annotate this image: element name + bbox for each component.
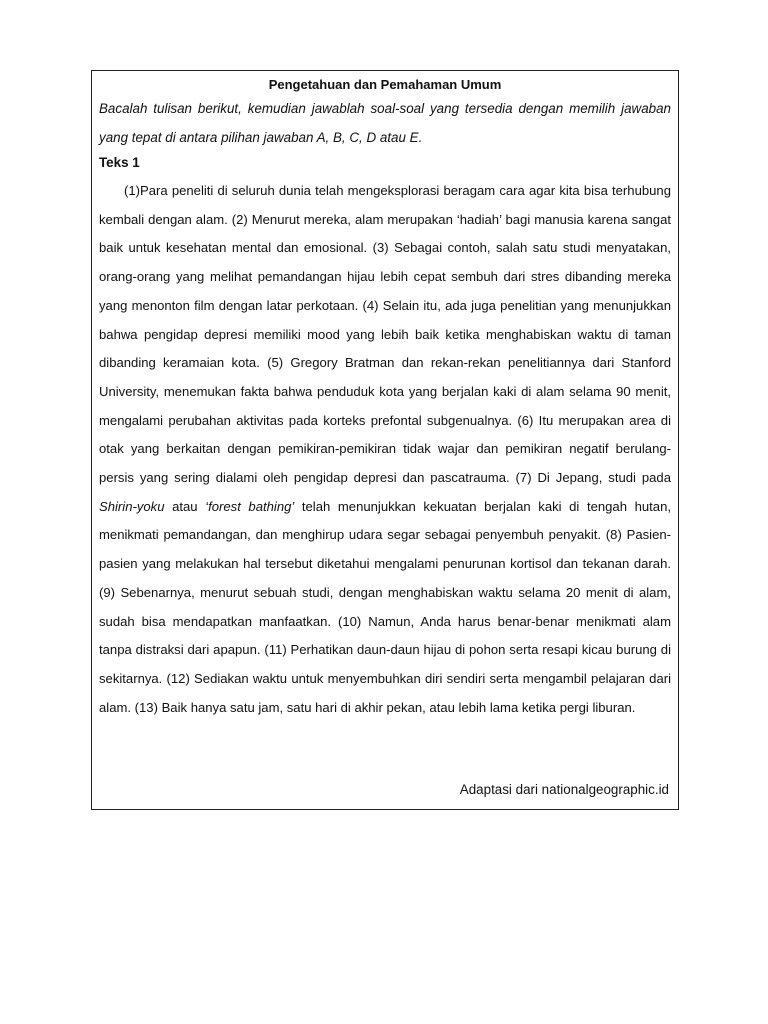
document-box — [91, 70, 679, 810]
document-title: Pengetahuan dan Pemahaman Umum — [268, 77, 502, 92]
passage-part-1: (1)Para peneliti di seluruh dunia telah mengeksplorasi beragam cara agar kita bisa terhubung kembali dengan alam. (2) Menurut mereka, alam merupakan ‘hadiah’ bagi manusia karena sangat baik untuk kesehatan mental dan emosional. (3) Sebagai contoh, salah satu studi menyatakan, orang-orang yang melihat pemandangan hijau lebih cepat sembuh dari stres dibanding mereka yang menonton film dengan latar perkotaan. (4) Selain itu, ada juga penelitian yang menunjukkan bahwa pengidap depresi memiliki mood yang lebih baik ketika menghabiskan waktu di taman dibanding keramaian kota. (5) Gregory Bratman dan rekan-rekan penelitiannya dari Stanford University, menemukan fakta bahwa penduduk kota yang berjalan kaki di alam selama 90 menit, mengalami perubahan aktivitas pada korteks prefontal subgenualnya. (6) Itu merupakan area di otak yang berkaitan dengan pemikiran-pemikiran tidak wajar dan pemikiran negatif berulang-persis yang sering dialami oleh pengidap depresi dan pascatrauma. (7) Di Jepang, studi pada — [99, 183, 671, 486]
passage-text — [99, 177, 671, 722]
passage-part-2: telah menunjukkan kekuatan berjalan kaki di tengah hutan, menikmati pemandangan, dan menghirup udara segar sebagai penyembuh penyakit. (8) Pasien-pasien yang melakukan hal tersebut diketahui mengalami penurunan kortisol dan tekanan darah. (9) Sebenarnya, menurut sebuah studi, dengan menghabiskan waktu selama 20 menit di alam, sudah bisa mendapatkan manfaatkan. (10) Namun, Anda harus benar-benar menikmati alam tanpa distraksi dari apapun. (11) Perhatikan daun-daun hijau di pohon serta resapi kicau burung di sekitarnya. (12) Sediakan waktu untuk menyembuhkan diri sendiri serta mengambil pelajaran dari alam. (13) Baik hanya satu jam, satu hari di akhir pekan, atau lebih lama ketika pergi liburan. — [99, 498, 671, 715]
instruction-text: Bacalah tulisan berikut, kemudian jawablah soal-soal yang tersedia dengan memilih jawaban yang tepat di antara pilihan jawaban A, B, C, D atau E. — [99, 101, 671, 145]
passage-connector: atau — [164, 498, 206, 514]
section-label: Teks 1 — [99, 155, 140, 170]
passage-term-shirin-yoku: Shirin-yoku — [99, 498, 165, 514]
source-citation: Adaptasi dari nationalgeographic.id — [459, 782, 669, 797]
passage-term-forest-bathing: ‘forest bathing’ — [205, 498, 295, 514]
